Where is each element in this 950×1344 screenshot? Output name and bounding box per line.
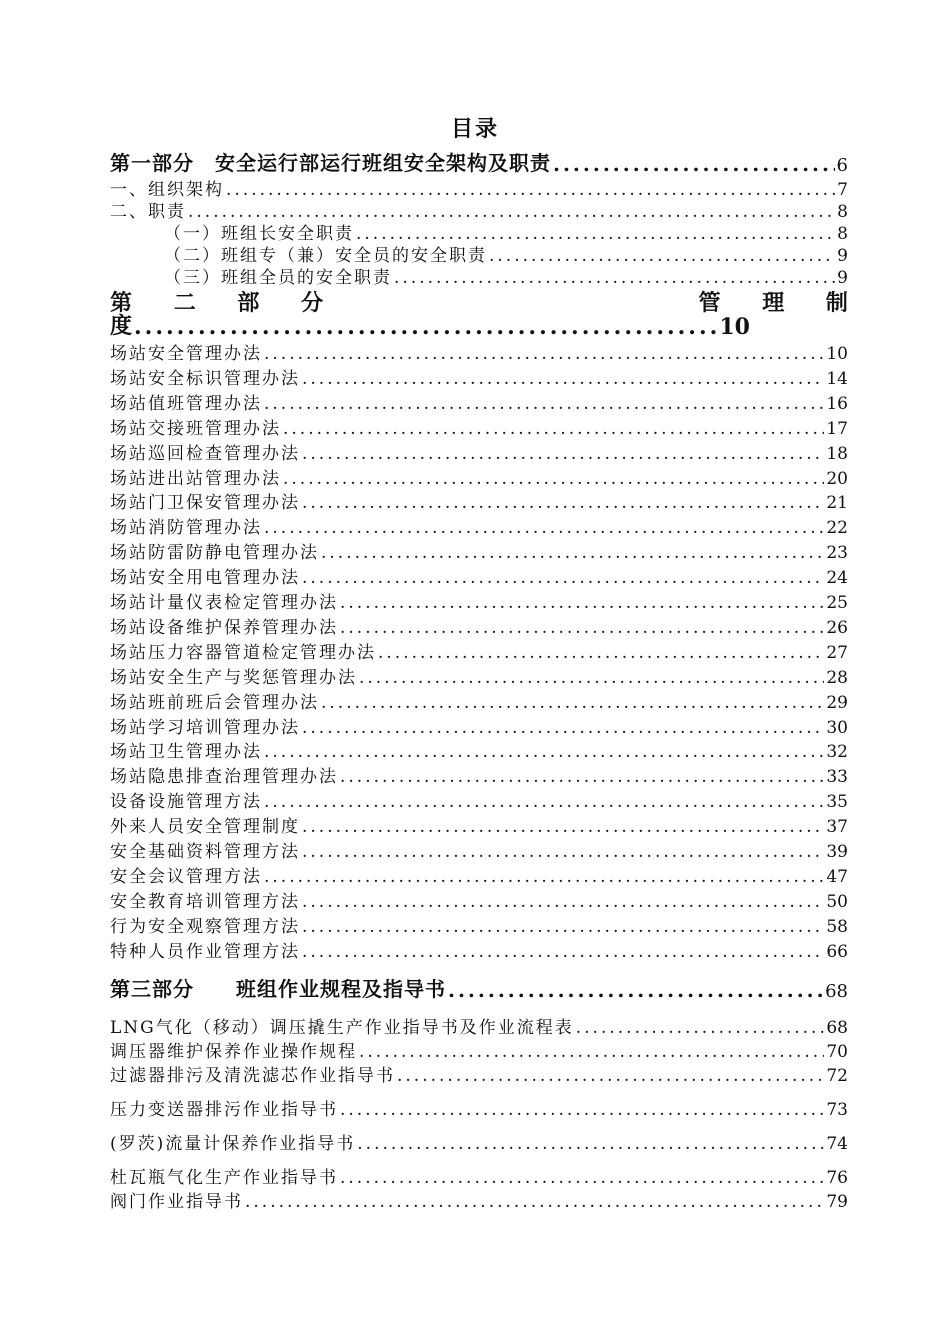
toc-page-number: 8 (837, 202, 848, 222)
page-title: 目录 (450, 116, 499, 142)
toc-entry[interactable] (110, 340, 848, 364)
dot-leader (340, 1100, 824, 1120)
toc-page-number: 27 (826, 643, 848, 663)
toc-label: 场站学习培训管理办法 (110, 718, 300, 738)
toc-page-number: 16 (826, 394, 848, 414)
dot-leader (302, 718, 824, 738)
toc-entry[interactable] (110, 1164, 848, 1188)
dot-leader (264, 742, 824, 762)
toc-label: 压力变送器排污作业指导书 (110, 1100, 338, 1120)
toc-label: 一、组织架构 (110, 180, 224, 200)
dot-leader (356, 224, 835, 244)
toc-entry[interactable] (110, 1130, 848, 1154)
dot-leader (576, 1018, 825, 1038)
toc-page-number: 30 (826, 718, 848, 738)
toc-page-number: 18 (826, 444, 848, 464)
toc-label: 度 (110, 313, 133, 339)
dot-leader (226, 180, 835, 200)
toc-label: 外来人员安全管理制度 (110, 817, 300, 837)
toc-label: 场站值班管理办法 (110, 394, 262, 414)
toc-page-number: 9 (837, 246, 848, 266)
toc-entry[interactable] (110, 539, 848, 563)
dot-leader (340, 593, 824, 613)
dot-leader (283, 469, 824, 489)
toc-entry[interactable] (110, 489, 848, 513)
toc-label: 场站安全标识管理办法 (110, 369, 300, 389)
toc-entry[interactable] (110, 589, 848, 613)
toc-label: 第一部分 安全运行部运行班组安全架构及职责 (110, 151, 551, 175)
toc-label: 场站巡回检查管理办法 (110, 444, 300, 464)
dot-leader (321, 543, 824, 563)
toc-label: 阀门作业指导书 (110, 1192, 243, 1212)
toc-page-number: 33 (826, 767, 848, 787)
toc-label: 安全会议管理方法 (110, 867, 262, 887)
toc-entry[interactable] (110, 1096, 848, 1120)
toc-page-number: 10 (826, 344, 848, 364)
dot-leader (188, 202, 835, 222)
toc-page-number: 20 (826, 469, 848, 489)
toc-entry[interactable] (110, 738, 848, 762)
toc-page-number: 26 (826, 618, 848, 638)
toc-label: 场站卫生管理办法 (110, 742, 262, 762)
toc-page-number: 66 (826, 942, 848, 962)
toc-label: 调压器维护保养作业操作规程 (110, 1042, 357, 1062)
toc-entry[interactable] (110, 465, 848, 489)
dot-leader (340, 618, 824, 638)
dot-leader (340, 767, 824, 787)
toc-entry[interactable] (110, 390, 848, 414)
toc-label: 场站安全生产与奖惩管理办法 (110, 668, 357, 688)
toc-part3-heading[interactable] (110, 976, 848, 1002)
dot-leader (264, 867, 824, 887)
toc-entry[interactable] (110, 938, 848, 962)
toc-page-number: 72 (826, 1066, 848, 1086)
toc-entry[interactable] (110, 863, 848, 887)
toc-page-number: 58 (826, 917, 848, 937)
dot-leader (302, 369, 824, 389)
toc-entry[interactable] (110, 714, 848, 738)
toc-page-number: 24 (826, 568, 848, 588)
dot-leader (302, 942, 824, 962)
toc-entry[interactable] (110, 564, 848, 588)
dot-leader (264, 792, 824, 812)
heading-char: 第 (110, 290, 133, 316)
toc-label: 场站防雷防静电管理办法 (110, 543, 319, 563)
toc-page-number: 37 (826, 817, 848, 837)
dot-leader (394, 268, 835, 288)
toc-label: (罗茨)流量计保养作业指导书 (110, 1134, 356, 1154)
toc-page-number: 68 (826, 1018, 848, 1038)
toc-label: （二）班组专（兼）安全员的安全职责 (164, 246, 487, 266)
toc-label: 安全基础资料管理方法 (110, 842, 300, 862)
toc-label: 场站交接班管理办法 (110, 419, 281, 439)
toc-part1-heading[interactable] (110, 150, 848, 176)
toc-page-number: 35 (826, 792, 848, 812)
toc-label: 场站班前班后会管理办法 (110, 693, 319, 713)
toc-label: 杜瓦瓶气化生产作业指导书 (110, 1168, 338, 1188)
dot-leader (283, 419, 824, 439)
dot-leader (302, 568, 824, 588)
toc-entry[interactable] (110, 614, 848, 638)
toc-label: 场站隐患排查治理管理办法 (110, 767, 338, 787)
toc-label: （三）班组全员的安全职责 (164, 268, 392, 288)
dot-leader (321, 693, 824, 713)
toc-entry[interactable] (110, 639, 848, 663)
dot-leader (553, 152, 835, 176)
toc-page-number: 76 (826, 1168, 848, 1188)
toc-label: 场站消防管理办法 (110, 518, 262, 538)
toc-page-number: 47 (826, 867, 848, 887)
toc-page-number: 50 (826, 892, 848, 912)
toc-label: 二、职责 (110, 202, 186, 222)
toc-label: 特种人员作业管理方法 (110, 942, 300, 962)
toc-entry[interactable] (110, 664, 848, 688)
heading-char: 理 (762, 290, 785, 316)
toc-page-number: 10 (719, 314, 750, 340)
toc-entry[interactable] (110, 689, 848, 713)
dot-leader (359, 1042, 824, 1062)
toc-label: 场站计量仪表检定管理办法 (110, 593, 338, 613)
toc-label: LNG气化（移动）调压撬生产作业指导书及作业流程表 (110, 1018, 574, 1038)
dot-leader (134, 314, 717, 340)
toc-entry[interactable] (110, 813, 848, 837)
toc-entry[interactable] (110, 415, 848, 439)
toc-subentry[interactable] (110, 220, 848, 244)
dot-leader (448, 978, 823, 1002)
toc-entry[interactable] (110, 913, 848, 937)
toc-label: 场站安全用电管理办法 (110, 568, 300, 588)
heading-char: 二 (173, 290, 196, 316)
toc-label: 安全教育培训管理方法 (110, 892, 300, 912)
toc-label: 场站门卫保安管理办法 (110, 493, 300, 513)
toc-part2-heading-cont[interactable] (110, 312, 750, 340)
toc-page-number: 70 (826, 1042, 848, 1062)
toc-entry[interactable] (110, 838, 848, 862)
toc-page-number: 25 (826, 593, 848, 613)
toc-label: 行为安全观察管理方法 (110, 917, 300, 937)
toc-label: 场站压力容器管道检定管理办法 (110, 643, 376, 663)
toc-entry[interactable] (110, 788, 848, 812)
toc-page-number: 79 (826, 1192, 848, 1212)
toc-page-number: 6 (836, 155, 848, 176)
toc-page-number: 29 (826, 693, 848, 713)
dot-leader (302, 493, 824, 513)
toc-page-number: 14 (826, 369, 848, 389)
dot-leader (302, 444, 824, 464)
heading-char: 部 (237, 290, 260, 316)
toc-label: 场站进出站管理办法 (110, 469, 281, 489)
dot-leader (359, 668, 824, 688)
toc-label: （一）班组长安全职责 (164, 224, 354, 244)
toc-entry[interactable] (110, 198, 848, 222)
dot-leader (357, 1134, 824, 1154)
toc-entry[interactable] (110, 514, 848, 538)
toc-page-number: 39 (826, 842, 848, 862)
heading-char: 制 (825, 290, 848, 316)
dot-leader (397, 1066, 824, 1086)
toc-label: 第三部分 班组作业规程及指导书 (110, 977, 446, 1001)
toc-entry[interactable] (110, 1188, 848, 1212)
toc-label: 场站设备维护保养管理办法 (110, 618, 338, 638)
dot-leader (264, 344, 824, 364)
toc-subentry[interactable] (110, 264, 848, 288)
toc-page-number: 73 (826, 1100, 848, 1120)
toc-entry[interactable] (110, 1062, 848, 1086)
dot-leader (378, 643, 824, 663)
toc-entry[interactable] (110, 1038, 848, 1062)
toc-page-number: 74 (826, 1134, 848, 1154)
toc-entry[interactable] (110, 1014, 848, 1038)
dot-leader (489, 246, 835, 266)
toc-entry[interactable] (110, 888, 848, 912)
toc-page-number: 68 (825, 981, 848, 1002)
toc-page-number: 23 (826, 543, 848, 563)
dot-leader (302, 917, 824, 937)
toc-entry[interactable] (110, 365, 848, 389)
toc-label: 场站安全管理办法 (110, 344, 262, 364)
dot-leader (302, 817, 824, 837)
toc-page-number: 17 (826, 419, 848, 439)
toc-entry[interactable] (110, 176, 848, 200)
dot-leader (340, 1168, 824, 1188)
toc-page-number: 21 (826, 493, 848, 513)
toc-label: 设备设施管理方法 (110, 792, 262, 812)
heading-char: 管 (698, 290, 721, 316)
dot-leader (264, 394, 824, 414)
toc-label: 过滤器排污及清洗滤芯作业指导书 (110, 1066, 395, 1086)
dot-leader (302, 842, 824, 862)
toc-page-number: 22 (826, 518, 848, 538)
toc-entry[interactable] (110, 440, 848, 464)
toc-page-number: 9 (837, 268, 848, 288)
dot-leader (302, 892, 824, 912)
toc-page-number: 8 (837, 224, 848, 244)
toc-entry[interactable] (110, 763, 848, 787)
toc-subentry[interactable] (110, 242, 848, 266)
dot-leader (245, 1192, 824, 1212)
toc-page-number: 32 (826, 742, 848, 762)
dot-leader (264, 518, 824, 538)
heading-char: 分 (301, 290, 324, 316)
toc-page-number: 28 (826, 668, 848, 688)
toc-page-number: 7 (837, 180, 848, 200)
